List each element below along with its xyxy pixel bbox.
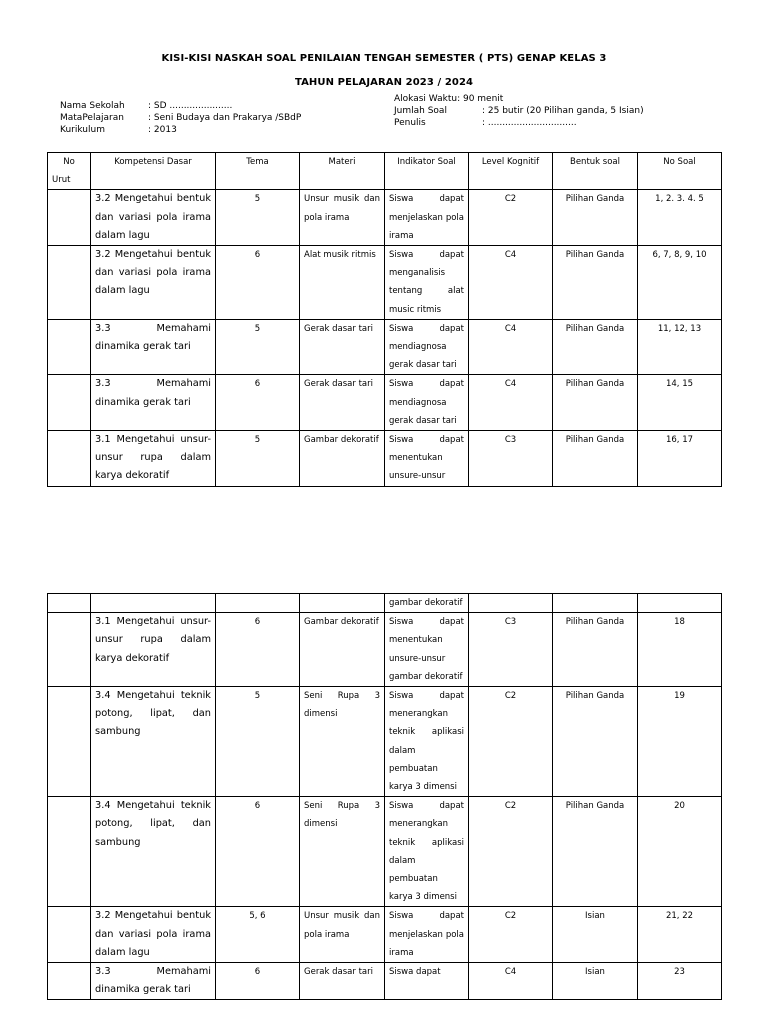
table-row xyxy=(48,687,722,797)
document-subtitle: TAHUN PELAJARAN 2023 / 2024 xyxy=(294,77,474,88)
cell-no-urut xyxy=(48,246,91,320)
header-level-kognitif: Level Kognitif xyxy=(469,153,553,190)
meta-row xyxy=(60,124,301,136)
meta-row xyxy=(60,100,301,112)
meta-label: Penulis xyxy=(394,118,426,128)
meta-row xyxy=(394,93,644,105)
cell-materi: Seni Rupa 3 dimensi xyxy=(300,797,385,907)
header-bentuk-soal: Bentuk soal xyxy=(553,153,638,190)
cell-level-kognitif: C4 xyxy=(469,246,553,320)
cell-tema xyxy=(216,594,300,613)
cell-kompetensi-dasar: 3.1 Mengetahui unsur-unsur rupa dalam karya dekoratif xyxy=(91,613,216,687)
cell-indikator-soal: Siswa dapat menerangkan teknik aplikasi dalam pembuatan karya 3 dimensi xyxy=(385,797,469,907)
table-row xyxy=(48,594,722,613)
cell-bentuk-soal: Pilihan Ganda xyxy=(553,375,638,431)
cell-kompetensi-dasar: 3.4 Mengetahui teknik potong, lipat, dan sambung xyxy=(91,687,216,797)
header-urut-label: Urut xyxy=(52,175,71,186)
table-row xyxy=(48,613,722,687)
cell-kompetensi-dasar: 3.3 Memahami dinamika gerak tari xyxy=(91,963,216,1000)
kisi-kisi-table-page-1 xyxy=(47,152,722,487)
cell-no-urut xyxy=(48,431,91,487)
cell-no-soal: 16, 17 xyxy=(638,431,722,487)
cell-materi xyxy=(300,594,385,613)
cell-no-urut xyxy=(48,319,91,375)
cell-tema: 5 xyxy=(216,431,300,487)
cell-materi: Seni Rupa 3 dimensi xyxy=(300,687,385,797)
school-info xyxy=(60,100,301,136)
table-row xyxy=(48,907,722,963)
cell-bentuk-soal: Isian xyxy=(553,907,638,963)
exam-info xyxy=(394,93,644,129)
cell-materi: Unsur musik dan pola irama xyxy=(300,190,385,246)
table-row xyxy=(48,190,722,246)
header-no-soal: No Soal xyxy=(638,153,722,190)
table-row xyxy=(48,319,722,375)
cell-materi: Gerak dasar tari xyxy=(300,963,385,1000)
table-row xyxy=(48,375,722,431)
cell-no-urut xyxy=(48,375,91,431)
meta-label: Nama Sekolah xyxy=(60,101,125,111)
cell-indikator-soal: Siswa dapat menentukan unsure-unsur xyxy=(385,431,469,487)
cell-level-kognitif: C2 xyxy=(469,190,553,246)
cell-indikator-soal: Siswa dapat menjelaskan pola irama xyxy=(385,190,469,246)
cell-kompetensi-dasar: 3.3 Memahami dinamika gerak tari xyxy=(91,375,216,431)
header-tema: Tema xyxy=(216,153,300,190)
cell-materi: Alat musik ritmis xyxy=(300,246,385,320)
cell-bentuk-soal: Pilihan Ganda xyxy=(553,190,638,246)
cell-kompetensi-dasar: 3.1 Mengetahui unsur-unsur rupa dalam karya dekoratif xyxy=(91,431,216,487)
meta-value: : 90 menit xyxy=(457,94,504,104)
cell-level-kognitif: C2 xyxy=(469,687,553,797)
meta-value: : 25 butir (20 Pilihan ganda, 5 Isian) xyxy=(482,106,644,116)
cell-tema: 5 xyxy=(216,319,300,375)
meta-row xyxy=(394,117,644,129)
cell-level-kognitif: C4 xyxy=(469,375,553,431)
cell-bentuk-soal: Pilihan Ganda xyxy=(553,613,638,687)
header-indikator-soal: Indikator Soal xyxy=(385,153,469,190)
cell-no-urut xyxy=(48,797,91,907)
meta-label: Alokasi Waktu xyxy=(394,94,458,104)
cell-bentuk-soal: Pilihan Ganda xyxy=(553,431,638,487)
cell-bentuk-soal xyxy=(553,594,638,613)
header-kompetensi-dasar: Kompetensi Dasar xyxy=(91,153,216,190)
meta-label: Jumlah Soal xyxy=(394,106,447,116)
cell-indikator-soal: Siswa dapat menganalisis tentang alat music ritmis xyxy=(385,246,469,320)
table-row xyxy=(48,246,722,320)
cell-no-soal: 21, 22 xyxy=(638,907,722,963)
meta-label: MataPelajaran xyxy=(60,113,124,123)
cell-no-soal: 6, 7, 8, 9, 10 xyxy=(638,246,722,320)
cell-tema: 5 xyxy=(216,687,300,797)
meta-value: : Seni Budaya dan Prakarya /SBdP xyxy=(148,113,302,123)
cell-no-soal xyxy=(638,594,722,613)
cell-indikator-soal: gambar dekoratif xyxy=(385,594,469,613)
table-body-page-1 xyxy=(48,190,722,486)
cell-bentuk-soal: Isian xyxy=(553,963,638,1000)
cell-level-kognitif: C3 xyxy=(469,431,553,487)
cell-level-kognitif: C4 xyxy=(469,963,553,1000)
cell-level-kognitif: C2 xyxy=(469,797,553,907)
cell-kompetensi-dasar: 3.4 Mengetahui teknik potong, lipat, dan sambung xyxy=(91,797,216,907)
cell-tema: 6 xyxy=(216,375,300,431)
table-row xyxy=(48,797,722,907)
cell-no-urut xyxy=(48,687,91,797)
cell-no-soal: 1, 2. 3. 4. 5 xyxy=(638,190,722,246)
table-row xyxy=(48,963,722,1000)
cell-kompetensi-dasar: 3.2 Mengetahui bentuk dan variasi pola irama dalam lagu xyxy=(91,190,216,246)
cell-bentuk-soal: Pilihan Ganda xyxy=(553,687,638,797)
cell-tema: 6 xyxy=(216,963,300,1000)
meta-value: : SD ...................... xyxy=(148,101,233,111)
meta-row xyxy=(60,112,301,124)
kisi-kisi-table-page-2 xyxy=(47,593,722,1000)
cell-indikator-soal: Siswa dapat xyxy=(385,963,469,1000)
cell-indikator-soal: Siswa dapat menjelaskan pola irama xyxy=(385,907,469,963)
document-title: KISI-KISI NASKAH SOAL PENILAIAN TENGAH SEMESTER ( PTS) GENAP KELAS 3 xyxy=(161,53,607,64)
cell-kompetensi-dasar: 3.2 Mengetahui bentuk dan variasi pola irama dalam lagu xyxy=(91,246,216,320)
cell-level-kognitif: C4 xyxy=(469,319,553,375)
cell-tema: 5, 6 xyxy=(216,907,300,963)
cell-level-kognitif xyxy=(469,594,553,613)
cell-no-soal: 11, 12, 13 xyxy=(638,319,722,375)
cell-bentuk-soal: Pilihan Ganda xyxy=(553,319,638,375)
meta-value: : 2013 xyxy=(148,125,177,135)
table-row xyxy=(48,431,722,487)
cell-bentuk-soal: Pilihan Ganda xyxy=(553,246,638,320)
cell-no-urut xyxy=(48,907,91,963)
cell-no-soal: 18 xyxy=(638,613,722,687)
cell-materi: Gambar dekoratif xyxy=(300,613,385,687)
cell-bentuk-soal: Pilihan Ganda xyxy=(553,797,638,907)
cell-level-kognitif: C3 xyxy=(469,613,553,687)
header-no-urut xyxy=(48,153,91,190)
cell-no-urut xyxy=(48,613,91,687)
table-header-row xyxy=(48,153,722,190)
cell-indikator-soal: Siswa dapat mendiagnosa gerak dasar tari xyxy=(385,319,469,375)
cell-materi: Gerak dasar tari xyxy=(300,375,385,431)
cell-kompetensi-dasar xyxy=(91,594,216,613)
cell-tema: 6 xyxy=(216,246,300,320)
cell-materi: Gambar dekoratif xyxy=(300,431,385,487)
cell-no-soal: 14, 15 xyxy=(638,375,722,431)
cell-indikator-soal: Siswa dapat menentukan unsure-unsur gambar dekoratif xyxy=(385,613,469,687)
meta-row xyxy=(394,105,644,117)
cell-materi: Unsur musik dan pola irama xyxy=(300,907,385,963)
cell-tema: 5 xyxy=(216,190,300,246)
cell-tema: 6 xyxy=(216,797,300,907)
header-materi: Materi xyxy=(300,153,385,190)
cell-level-kognitif: C2 xyxy=(469,907,553,963)
header-no-label: No xyxy=(63,157,75,167)
table-body-page-2 xyxy=(48,594,722,1000)
cell-no-urut xyxy=(48,963,91,1000)
cell-tema: 6 xyxy=(216,613,300,687)
cell-no-soal: 23 xyxy=(638,963,722,1000)
meta-label: Kurikulum xyxy=(60,125,105,135)
cell-indikator-soal: Siswa dapat mendiagnosa gerak dasar tari xyxy=(385,375,469,431)
cell-no-urut xyxy=(48,190,91,246)
cell-no-soal: 19 xyxy=(638,687,722,797)
meta-value: : ............................... xyxy=(482,118,577,128)
cell-no-urut xyxy=(48,594,91,613)
cell-materi: Gerak dasar tari xyxy=(300,319,385,375)
cell-kompetensi-dasar: 3.3 Memahami dinamika gerak tari xyxy=(91,319,216,375)
cell-kompetensi-dasar: 3.2 Mengetahui bentuk dan variasi pola irama dalam lagu xyxy=(91,907,216,963)
cell-no-soal: 20 xyxy=(638,797,722,907)
cell-indikator-soal: Siswa dapat menerangkan teknik aplikasi dalam pembuatan karya 3 dimensi xyxy=(385,687,469,797)
